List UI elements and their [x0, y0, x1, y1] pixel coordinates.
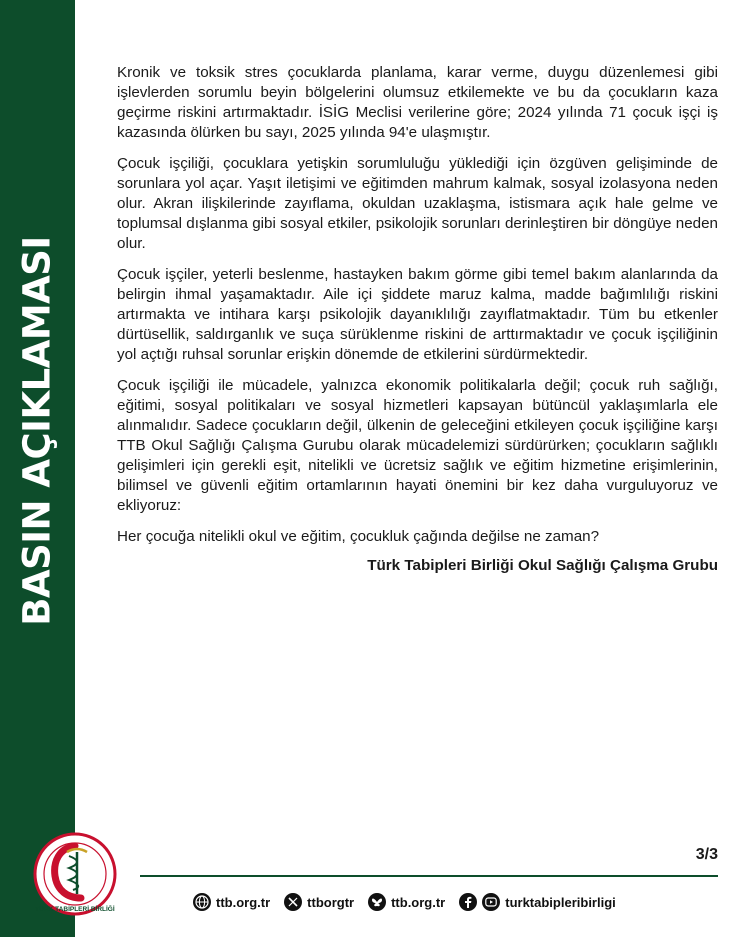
logo-text: TÜRK TABİPLERİ BİRLİĞİ [35, 906, 115, 913]
x-handle-label: ttborgtr [307, 894, 355, 910]
footer-x[interactable] [284, 893, 354, 911]
footer-divider [140, 875, 718, 877]
facebook-youtube-label: turktabipleribirligi [505, 894, 616, 910]
footer-facebook-youtube[interactable] [459, 893, 616, 911]
vertical-title: BASIN AÇIKLAMASI [15, 236, 59, 626]
content [117, 63, 718, 576]
bluesky-label: ttb.org.tr [391, 894, 446, 910]
globe-icon [193, 893, 211, 911]
bluesky-icon [368, 893, 386, 911]
footer-bluesky[interactable] [368, 893, 445, 911]
website-label: ttb.org.tr [216, 894, 271, 910]
paragraph-4: Çocuk işçiliği ile mücadele, yalnızca ekonomik politikalarla değil; çocuk ruh sağlığı, eğitimi, sosyal politikaları ve sosyal hizmetleri kapsayan bütüncül yaklaşımlarla ele alınmalıdır. Sadece çocukların değil, ülkenin de geleceğini etkileyen çocuk işçiliğine karşı TTB Okul Sağlığı Çalışma Gurubu olarak mücadelemizi sürdürürken; çocukların sağlıklı gelişimleri için gerekli eşit, nitelikli ve ücretsiz sağlık ve eğitim hizmetine erişimlerinin, bilimsel ve güvenli eğitim ortamlarının hayati önemini bir kez daha vurguluyoruz ve ekliyoruz: [117, 377, 718, 514]
facebook-icon [459, 893, 477, 911]
sidebar [0, 0, 75, 937]
x-icon [284, 893, 302, 911]
paragraph-3: Çocuk işçiler, yeterli beslenme, hastayken bakım görme gibi temel bakım alanlarında da belirgin ihmal yaşamaktadır. Aile içi şiddete maruz kalma, madde bağımlılığı riskini artırmakta ve intihara karşı psikolojik dayanıklılığı zayıflatmaktadır. Tüm bu etkenler dürtüsellik, saldırganlık ve suça sürüklenme riskini de arttırmaktadır ve çocuk işçiliğinin yol açtığı ruhsal sorunlar erişkin dönemde de etkilerini sürdürmektedir. [117, 266, 718, 363]
footer [193, 893, 616, 911]
closing-question: Her çocuğa nitelikli okul ve eğitim, çocukluk çağında değilse ne zaman? [117, 528, 600, 545]
paragraph-1: Kronik ve toksik stres çocuklarda planlama, karar verme, duygu düzenlemesi gibi işlevlerden sorumlu beyin bölgelerini olumsuz etkilemekte ve bu da çocukların kaza geçirme riskini artırmaktadır. İSİG Meclisi verilerine göre; 2024 yılında 71 çocuk işçi iş kazasında ölürken bu sayı, 2025 yılında 94'e ulaşmıştır. [117, 64, 718, 141]
paragraph-2: Çocuk işçiliği, çocuklara yetişkin sorumluluğu yüklediği için özgüven gelişiminde de sorunlara yol açar. Yaşıt iletişimi ve eğitimden mahrum kalmak, sosyal izolasyona neden olur. Akran ilişkilerinde zayıflama, okuldan uzaklaşma, istismara açık hale gelme ve toplumsal dışlanma gibi sosyal etkiler, psikolojik sorunları derinleştiren bir döngüye neden olur. [117, 155, 718, 252]
ttb-logo [33, 832, 117, 916]
page-number: 3/3 [695, 846, 718, 863]
footer-website[interactable] [193, 893, 270, 911]
youtube-icon [482, 893, 500, 911]
signature: Türk Tabipleri Birliği Okul Sağlığı Çalışma Grubu [367, 557, 718, 574]
